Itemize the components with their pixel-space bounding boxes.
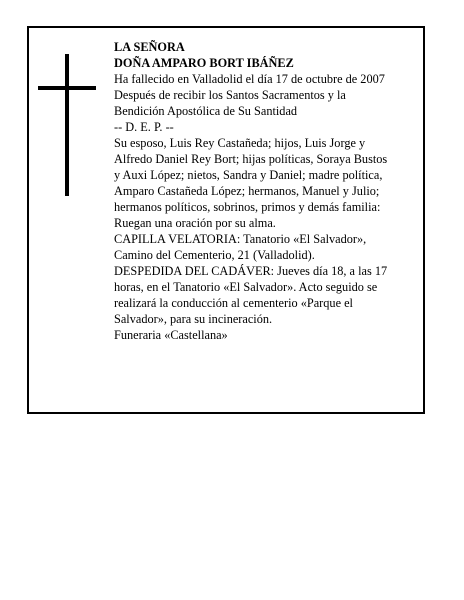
obituary-text [114,39,414,343]
family-line-4: Amparo Castañeda López; hermanos, Manuel y Julio; [114,184,380,198]
farewell-line-3: realizará la conducción al cementerio «Parque el [114,296,353,310]
farewell-line-4: Salvador», para su incineración. [114,312,273,326]
chapel-line-1: CAPILLA VELATORIA: Tanatorio «El Salvador», [114,232,367,246]
sacraments-line-2: Bendición Apostólica de Su Santidad [114,104,298,118]
family-line-2: Alfredo Daniel Rey Bort; hijas políticas, Soraya Bustos [114,152,388,166]
family-line-1: Su esposo, Luis Rey Castañeda; hijos, Luis Jorge y [114,136,366,150]
notice-title: LA SEÑORA [114,40,185,54]
family-line-3: y Auxi López; nietos, Sandra y Daniel; madre política, [114,168,383,182]
deceased-name: DOÑA AMPARO BORT IBÁÑEZ [114,56,294,70]
sacraments-line-1: Después de recibir los Santos Sacramentos y la [114,88,346,102]
latin-cross-icon [38,54,96,196]
family-line-6: Ruegan una oración por su alma. [114,216,276,230]
family-line-5: hermanos políticos, sobrinos, primos y demás familia: [114,200,381,214]
farewell-line-1: DESPEDIDA DEL CADÁVER: Jueves día 18, a las 17 [114,264,388,278]
rest-in-peace: -- D. E. P. -- [114,120,174,134]
death-announcement: Ha fallecido en Valladolid el día 17 de octubre de 2007 [114,72,385,86]
cross-horizontal-bar [38,86,96,90]
cross-vertical-bar [65,54,69,196]
chapel-line-2: Camino del Cementerio, 21 (Valladolid). [114,248,315,262]
funeral-home: Funeraria «Castellana» [114,328,228,342]
farewell-line-2: horas, en el Tanatorio «El Salvador». Acto seguido se [114,280,378,294]
